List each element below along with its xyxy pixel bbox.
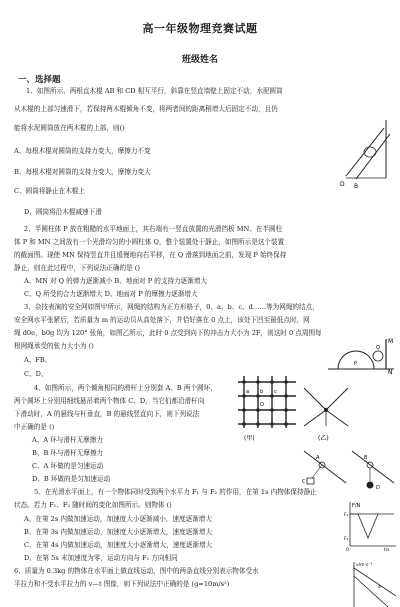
question-5-line-2: 状态。若力 F₁、F₂ 随时间的变化如图所示。则物体 () xyxy=(14,501,172,509)
figure-1-label-d: D xyxy=(340,181,345,188)
figure-2-label-q: Q xyxy=(376,345,380,351)
figure-1-inclined-sticks xyxy=(340,118,398,192)
question-5-option-d: D、在第 5s 末加速度为零，运动方向与 F₁ 方向相同 xyxy=(24,554,178,562)
question-4-line-3: 下滑动时，A 的悬线与杆垂直，B 的悬线竖直向下，则下列说法 xyxy=(14,410,200,418)
question-6-line-1: 6、质量为 0.3kg 的物体在水平面上做直线运动，图中的两条直线分别表示物体受水 xyxy=(14,567,259,575)
question-5-option-b: B、在第 3s 内做加速运动，加速度大小逐渐增大，速度逐渐增大 xyxy=(24,528,213,536)
question-3-line-1: 3、杂技表演的安全网如图甲所示，网绳的结构为正方形格子，0、a、b、c、d……等为网绳的结点， xyxy=(24,303,319,311)
question-2-line-1: 2、半圆柱体 P 放在粗糙的水平地面上，其右端有一竖直放置的光滑挡板 MN。在半圆柱 xyxy=(24,225,283,233)
figure-4-label-a: A xyxy=(316,455,320,461)
question-3-line-2: 安全网水平张紧后，若质量为 m 的运动员从高处落下，并恰好落在 0 点上，该处下凹至最低点时，网 xyxy=(14,316,310,324)
question-2-line-4: 静止，则在此过程中，下列说法正确的是 () xyxy=(14,264,140,272)
figure-4-label-d: D xyxy=(376,485,380,491)
question-6-line-2: 平拉力和不受水平拉力的 v—t 图像，则下列说法中正确的是 (g=10m/s²) xyxy=(14,580,230,588)
question-5-option-a: A、在第 2s 内做加速运动，加速度大小逐渐减小，速度逐渐增大 xyxy=(24,515,212,523)
question-4-line-2: 两个圆环上分别用细线悬吊着两个物体 C、D，当它们都沿滑杆向 xyxy=(14,397,205,405)
class-name-heading: 班级姓名 xyxy=(181,55,218,65)
question-4-option-c: C、A 环做的是匀速运动 xyxy=(32,462,104,470)
figure-6-axis-v: v/m·s⁻¹ xyxy=(356,563,373,568)
figure-6-label-a: a xyxy=(378,585,381,590)
figure-5-axis-f: F/N xyxy=(352,503,361,509)
figure-2-half-cylinder xyxy=(326,335,396,375)
figure-5-axis-t: t/s xyxy=(384,548,390,552)
question-5-line-1: 5、在光滑水平面上，有一个物体同时受到两个水平力 F₁ 与 F₂ 的作用，在第 1s 内物体保持静止 xyxy=(34,488,317,496)
question-1-option-c: C、圆筒将静止在木棍上 xyxy=(14,187,85,195)
figure-3-caption-yi: (乙) xyxy=(318,435,329,442)
question-4-option-b: B、B 环与滑杆无摩擦力 xyxy=(32,449,104,457)
question-4-option-a: A、A 环与滑杆无摩擦力 xyxy=(32,436,103,444)
figure-2-label-m: M xyxy=(388,338,394,345)
question-1-option-a: A、每根木棍对圆筒的支持力变大，摩擦力不变 xyxy=(14,147,151,155)
question-4-line-1: 4、如图所示，两个倾角相同的滑杆上分别套 A、B 两个圆环， xyxy=(34,384,217,392)
question-1-option-b: B、每根木棍对圆筒的支持力变大，摩擦力变大 xyxy=(14,168,151,176)
figure-5-origin: 0 xyxy=(346,548,349,552)
figure-4-label-b: B xyxy=(364,455,368,461)
figure-5-label-f1: F₁ xyxy=(344,513,349,518)
figure-4-inclined-rods xyxy=(300,445,396,497)
figure-3-net-grid xyxy=(232,372,302,434)
question-3-options-cd: C、D、 xyxy=(24,370,48,378)
figure-2-label-n: N xyxy=(388,369,393,375)
figure-5-force-time-graph xyxy=(344,500,398,552)
figure-3-caption-jia xyxy=(236,432,276,442)
section-heading: 一、选择题 xyxy=(18,75,61,85)
question-2-line-3: 的截面图。现使 MN 保持竖直并且缓慢地向右平移，在 Q 滑落到地面之前，发现 P 始终保持 xyxy=(14,251,287,259)
figure-3-label-c: c xyxy=(274,389,277,395)
page-title: 高一年级物理竞赛试题 xyxy=(142,22,258,35)
question-4-option-d: D、B 环做的是匀加速运动 xyxy=(32,475,111,483)
figure-2-label-p: P xyxy=(354,361,358,367)
question-1-option-d: D、圆筒将沿木棍减速下滑 xyxy=(24,208,102,216)
question-3-line-4: 根网绳承受的张力大小为 () xyxy=(14,342,94,350)
question-1-line-3: 能将水泥圆筒放在两木棍的上部，则() xyxy=(14,124,125,132)
question-1-line-1: 1、如图所示，两根直木棍 AB 和 CD 相互平行，斜靠在竖直墙壁上固定不动，水泥圆筒 xyxy=(26,87,283,95)
question-5-option-c: C、在第 4s 内做加速运动，加速度大小逐渐增大，速度逐渐增大 xyxy=(24,541,213,549)
question-2-line-2: 体 P 和 MN 之间放有一个光滑均匀的小圆柱体 Q，整个装置处于静止，如图所示是这个装置 xyxy=(14,238,285,246)
question-4-line-4: 中正确的是 () xyxy=(14,423,55,431)
question-2-options-cd: C、Q 所受的合力逐渐增大 D、地面对 P 的摩擦力逐渐增大 xyxy=(24,290,198,298)
figure-3-label-o: O xyxy=(260,402,264,408)
figure-5-label-f2: F₂ xyxy=(344,537,349,542)
question-3-options-ab: A、FB、 xyxy=(24,356,52,364)
figure-3-net-sagging xyxy=(300,380,352,442)
svg-text:(甲): (甲) xyxy=(244,435,255,442)
figure-3-label-a: a xyxy=(246,389,250,395)
figure-1-label-b: B xyxy=(354,183,359,190)
figure-4-label-c: C xyxy=(302,479,306,485)
question-2-options-ab: A、MN 对 Q 的弹力逐渐减小 B、地面对 P 的支持力逐渐增大 xyxy=(24,277,208,285)
question-1-line-2: 从木棍的上部匀速滑下，若保持两木棍倾角不变，将两者间的距离稍增大后固定不动，且仍 xyxy=(14,105,278,113)
figure-3-label-b: b xyxy=(260,389,264,395)
figure-6-velocity-time-graph xyxy=(348,556,398,607)
question-3-line-3: 绳 d0e，b0g 均为 120° 张角，如图乙所示，此时 0 点受到向下的冲击力大小为 2F，则这时 0 点周围每 xyxy=(14,329,322,337)
